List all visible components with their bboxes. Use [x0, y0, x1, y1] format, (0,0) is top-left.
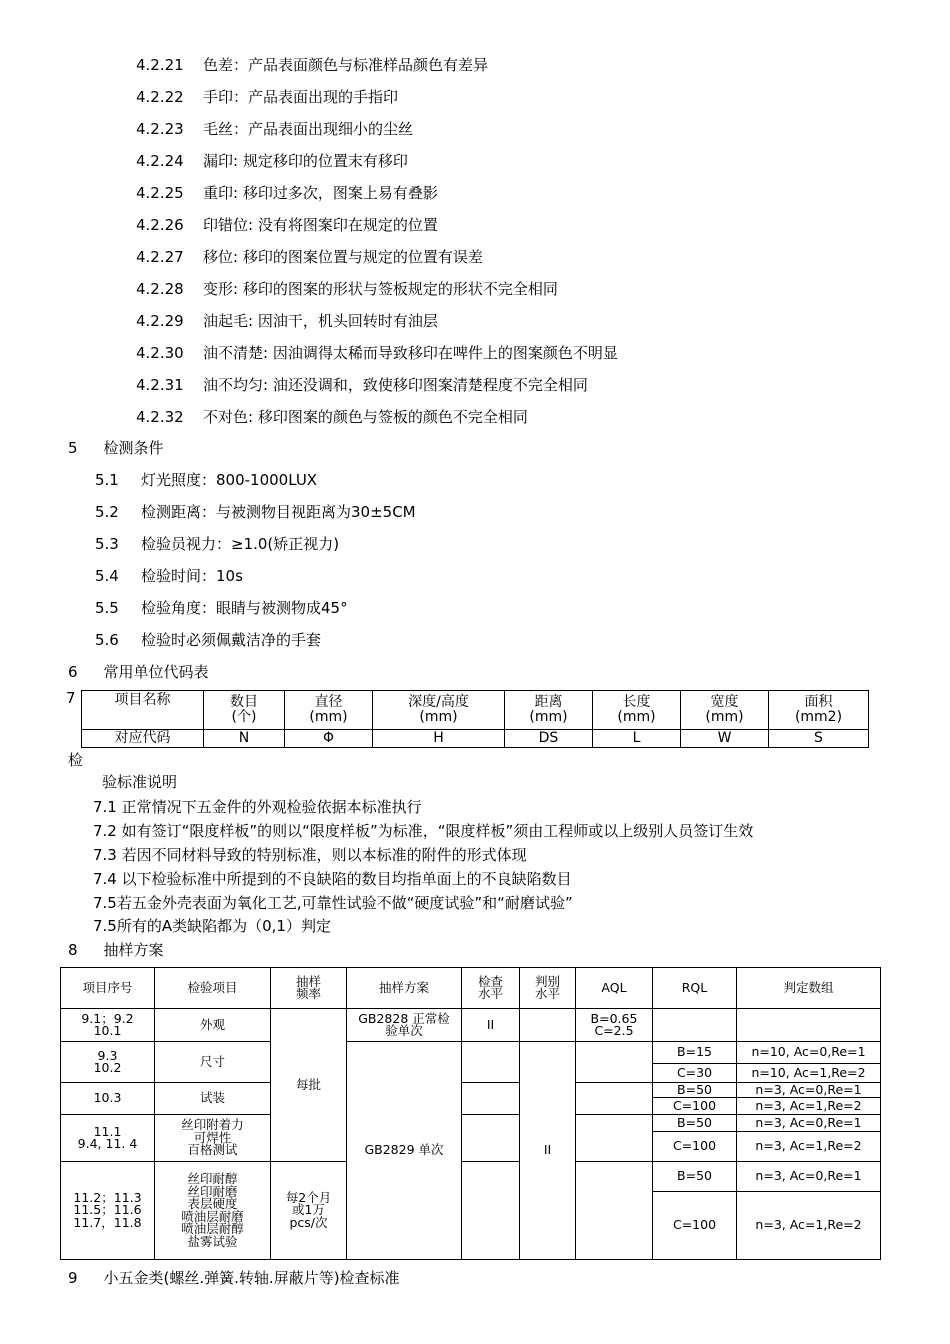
condition-text: 检验时间：10s — [141, 567, 243, 585]
sampling-header-cell: 检查 水平 — [462, 968, 520, 1009]
judge-array-cell — [737, 1009, 881, 1042]
unit-header-cell: 宽度 (mm) — [681, 691, 769, 730]
section-number: 6 — [68, 663, 78, 681]
clause-line — [136, 119, 413, 139]
rql-cell: C=100 — [653, 1132, 737, 1162]
item-seq-cell: 9.3 10.2 — [61, 1042, 155, 1083]
unit-code-cell: H — [373, 730, 505, 748]
condition-text: 检验时必须佩戴洁净的手套 — [141, 631, 322, 649]
aql-cell — [576, 1042, 653, 1083]
sampling-header-cell: 项目序号 — [61, 968, 155, 1009]
clause-line — [136, 215, 438, 235]
judge-array-cell: n=3, Ac=1,Re=2 — [737, 1192, 881, 1260]
clause-number: 4.2.22 — [136, 88, 184, 106]
condition-line — [95, 470, 317, 490]
section-title: 常用单位代码表 — [103, 663, 209, 681]
clause-number: 4.2.28 — [136, 280, 184, 298]
item-seq-cell: 11.2；11.3 11.5；11.6 11.7，11.8 — [61, 1162, 155, 1260]
item-seq-cell: 9.1；9.2 10.1 — [61, 1009, 155, 1042]
condition-number: 5.5 — [95, 599, 119, 617]
clause-number: 4.2.25 — [136, 184, 184, 202]
judge-level-cell — [520, 1009, 576, 1042]
clause-text: 油不均匀: 油还没调和，致使移印图案清楚程度不完全相同 — [203, 376, 588, 394]
clause-text: 油起毛: 因油干，机头回转时有油层 — [203, 312, 438, 330]
condition-line — [95, 502, 416, 522]
condition-line — [95, 534, 339, 554]
sampling-header-cell: 检验项目 — [155, 968, 271, 1009]
inspect-item-cell: 试装 — [155, 1083, 271, 1115]
judge-array-cell: n=3, Ac=0,Re=1 — [737, 1083, 881, 1098]
judge-level-cell: II — [520, 1042, 576, 1260]
sampling-row-fit — [61, 1083, 881, 1098]
unit-header-cell: 深度/高度 (mm) — [373, 691, 505, 730]
clause-number: 4.2.27 — [136, 248, 184, 266]
clause-text: 油不清楚: 因油调得太稀而导致移印在啤件上的图案颜色不明显 — [203, 344, 618, 362]
rql-cell: B=50 — [653, 1162, 737, 1192]
aql-cell — [576, 1083, 653, 1115]
clause-text: 漏印: 规定移印的位置末有移印 — [203, 152, 408, 170]
clause-text: 移位: 移印的图案位置与规定的位置有误差 — [203, 248, 483, 266]
judge-array-cell: n=10, Ac=0,Re=1 — [737, 1042, 881, 1064]
section-8-heading — [68, 940, 164, 960]
sampling-plan-cell: GB2828 正常检 验单次 — [347, 1009, 462, 1042]
inspect-level-cell — [462, 1042, 520, 1083]
clause-line — [136, 343, 618, 363]
unit-code-cell: N — [204, 730, 285, 748]
item-seq-cell: 11.1 9.4, 11. 4 — [61, 1115, 155, 1162]
inspect-item-cell: 丝印耐醇 丝印耐磨 表层硬度 喷油层耐磨 喷油层耐醇 盐雾试验 — [155, 1162, 271, 1260]
unit-header-cell: 数目 (个) — [204, 691, 285, 730]
sampling-header-cell: 抽样方案 — [347, 968, 462, 1009]
sampling-plan-cell: GB2829 单次 — [347, 1042, 462, 1260]
unit-code-cell: Φ — [285, 730, 373, 748]
sampling-header-cell: 抽样 频率 — [271, 968, 347, 1009]
judge-array-cell: n=10, Ac=1,Re=2 — [737, 1064, 881, 1083]
unit-code-table — [81, 690, 869, 748]
clause-number: 4.2.32 — [136, 408, 184, 426]
condition-text: 灯光照度：800-1000LUX — [141, 471, 318, 489]
clause-text: 不对色: 移印图案的颜色与签板的颜色不完全相同 — [203, 408, 528, 426]
unit-code-cell: S — [769, 730, 869, 748]
section-number: 8 — [68, 941, 78, 959]
standard-note: 7.4 以下检验标准中所提到的不良缺陷的数目均指单面上的不良缺陷数目 — [93, 870, 572, 888]
clause-line — [136, 311, 438, 331]
standard-note: 7.2 如有签订“限度样板”的则以“限度样板”为标准，“限度样板”须由工程师或以上级别人员签订生效 — [93, 822, 754, 840]
sampling-header-cell: AQL — [576, 968, 653, 1009]
section-title: 检测条件 — [103, 439, 164, 457]
aql-cell: B=0.65 C=2.5 — [576, 1009, 653, 1042]
section-9-heading — [68, 1268, 400, 1288]
section-5-heading — [68, 438, 164, 458]
sampling-row-appearance — [61, 1009, 881, 1042]
sampling-header-cell: 判定数组 — [737, 968, 881, 1009]
inspect-item-cell: 丝印附着力 可焊性 百格测试 — [155, 1115, 271, 1162]
unit-header-cell: 面积 (mm2) — [769, 691, 869, 730]
sampling-header-row — [61, 968, 881, 1009]
rql-cell: B=15 — [653, 1042, 737, 1064]
clause-number: 4.2.24 — [136, 152, 184, 170]
clause-line — [136, 151, 408, 171]
clause-line — [136, 407, 528, 427]
clause-line — [136, 247, 483, 267]
unit-code-cell: W — [681, 730, 769, 748]
section-number: 5 — [68, 439, 78, 457]
section-6-heading — [68, 662, 209, 682]
rql-cell: B=50 — [653, 1115, 737, 1132]
inspect-level-cell — [462, 1083, 520, 1115]
aql-cell — [576, 1115, 653, 1162]
clause-text: 变形: 移印的图案的形状与签板规定的形状不完全相同 — [203, 280, 558, 298]
sampling-row-reliability — [61, 1162, 881, 1192]
inspect-item-cell: 尺寸 — [155, 1042, 271, 1083]
inspect-level-cell: II — [462, 1009, 520, 1042]
condition-number: 5.6 — [95, 631, 119, 649]
clause-line — [136, 279, 558, 299]
aql-cell — [576, 1162, 653, 1260]
clause-number: 4.2.23 — [136, 120, 184, 138]
clause-number: 4.2.21 — [136, 56, 184, 74]
unit-header-cell: 距离 (mm) — [505, 691, 593, 730]
standard-note: 7.1 正常情况下五金件的外观检验依据本标准执行 — [93, 798, 422, 816]
condition-line — [95, 566, 243, 586]
unit-header-cell: 长度 (mm) — [593, 691, 681, 730]
clause-text: 重印: 移印过多次，图案上易有叠影 — [203, 184, 438, 202]
section-7-number: 7 — [66, 689, 76, 707]
section-number: 9 — [68, 1269, 78, 1287]
clause-number: 4.2.26 — [136, 216, 184, 234]
clause-number: 4.2.29 — [136, 312, 184, 330]
section-7-title-part1: 检 — [68, 751, 84, 769]
rql-cell: C=100 — [653, 1098, 737, 1115]
condition-text: 检测距离：与被测物目视距离为30±5CM — [141, 503, 416, 521]
clause-line — [136, 55, 488, 75]
section-title: 小五金类(螺丝.弹簧.转轴.屏蔽片等)检查标准 — [103, 1269, 400, 1287]
clause-number: 4.2.30 — [136, 344, 184, 362]
unit-code-cell: L — [593, 730, 681, 748]
freq-cell: 每2个月 或1万 pcs/次 — [271, 1162, 347, 1260]
condition-text: 检验员视力：≥1.0(矫正视力) — [141, 535, 340, 553]
sampling-header-cell: RQL — [653, 968, 737, 1009]
standard-note: 7.5若五金外壳表面为氧化工艺,可靠性试验不做“硬度试验”和“耐磨试验” — [93, 894, 573, 912]
rql-cell — [653, 1009, 737, 1042]
clause-number: 4.2.31 — [136, 376, 184, 394]
section-7-title-part2: 验标准说明 — [102, 773, 178, 791]
judge-array-cell: n=3, Ac=0,Re=1 — [737, 1115, 881, 1132]
clause-text: 印错位: 没有将图案印在规定的位置 — [203, 216, 438, 234]
unit-header-cell: 直径 (mm) — [285, 691, 373, 730]
standard-note: 7.5所有的A类缺陷都为（0,1）判定 — [93, 917, 331, 935]
inspect-level-cell — [462, 1115, 520, 1162]
condition-number: 5.3 — [95, 535, 119, 553]
clause-text: 手印：产品表面出现的手指印 — [203, 88, 399, 106]
judge-array-cell: n=3, Ac=0,Re=1 — [737, 1162, 881, 1192]
condition-line — [95, 630, 321, 650]
judge-array-cell: n=3, Ac=1,Re=2 — [737, 1132, 881, 1162]
clause-line — [136, 87, 398, 107]
section-title: 抽样方案 — [103, 941, 164, 959]
unit-table-header-row — [82, 691, 869, 730]
clause-line — [136, 375, 588, 395]
condition-line — [95, 598, 348, 618]
condition-number: 5.2 — [95, 503, 119, 521]
clause-line — [136, 183, 438, 203]
unit-code-cell: DS — [505, 730, 593, 748]
condition-text: 检验角度：眼睛与被测物成45° — [141, 599, 348, 617]
inspect-item-cell: 外观 — [155, 1009, 271, 1042]
sampling-row-adhesion — [61, 1115, 881, 1132]
sampling-plan-table — [60, 967, 881, 1260]
judge-array-cell: n=3, Ac=1,Re=2 — [737, 1098, 881, 1115]
rql-cell: C=100 — [653, 1192, 737, 1260]
rql-cell: C=30 — [653, 1064, 737, 1083]
unit-code-cell: 对应代码 — [82, 730, 204, 748]
unit-table-code-row — [82, 730, 869, 748]
sampling-row-dimension — [61, 1042, 881, 1064]
clause-text: 毛丝：产品表面出现细小的尘丝 — [203, 120, 414, 138]
freq-batch-cell: 每批 — [271, 1009, 347, 1162]
item-seq-cell: 10.3 — [61, 1083, 155, 1115]
condition-number: 5.1 — [95, 471, 119, 489]
standard-note: 7.3 若因不同材料导致的特别标准，则以本标准的附件的形式体现 — [93, 846, 527, 864]
sampling-header-cell: 判别 水平 — [520, 968, 576, 1009]
inspect-level-cell — [462, 1162, 520, 1260]
condition-number: 5.4 — [95, 567, 119, 585]
clause-text: 色差：产品表面颜色与标准样品颜色有差异 — [203, 56, 489, 74]
rql-cell: B=50 — [653, 1083, 737, 1098]
unit-header-cell: 项目名称 — [82, 691, 204, 730]
